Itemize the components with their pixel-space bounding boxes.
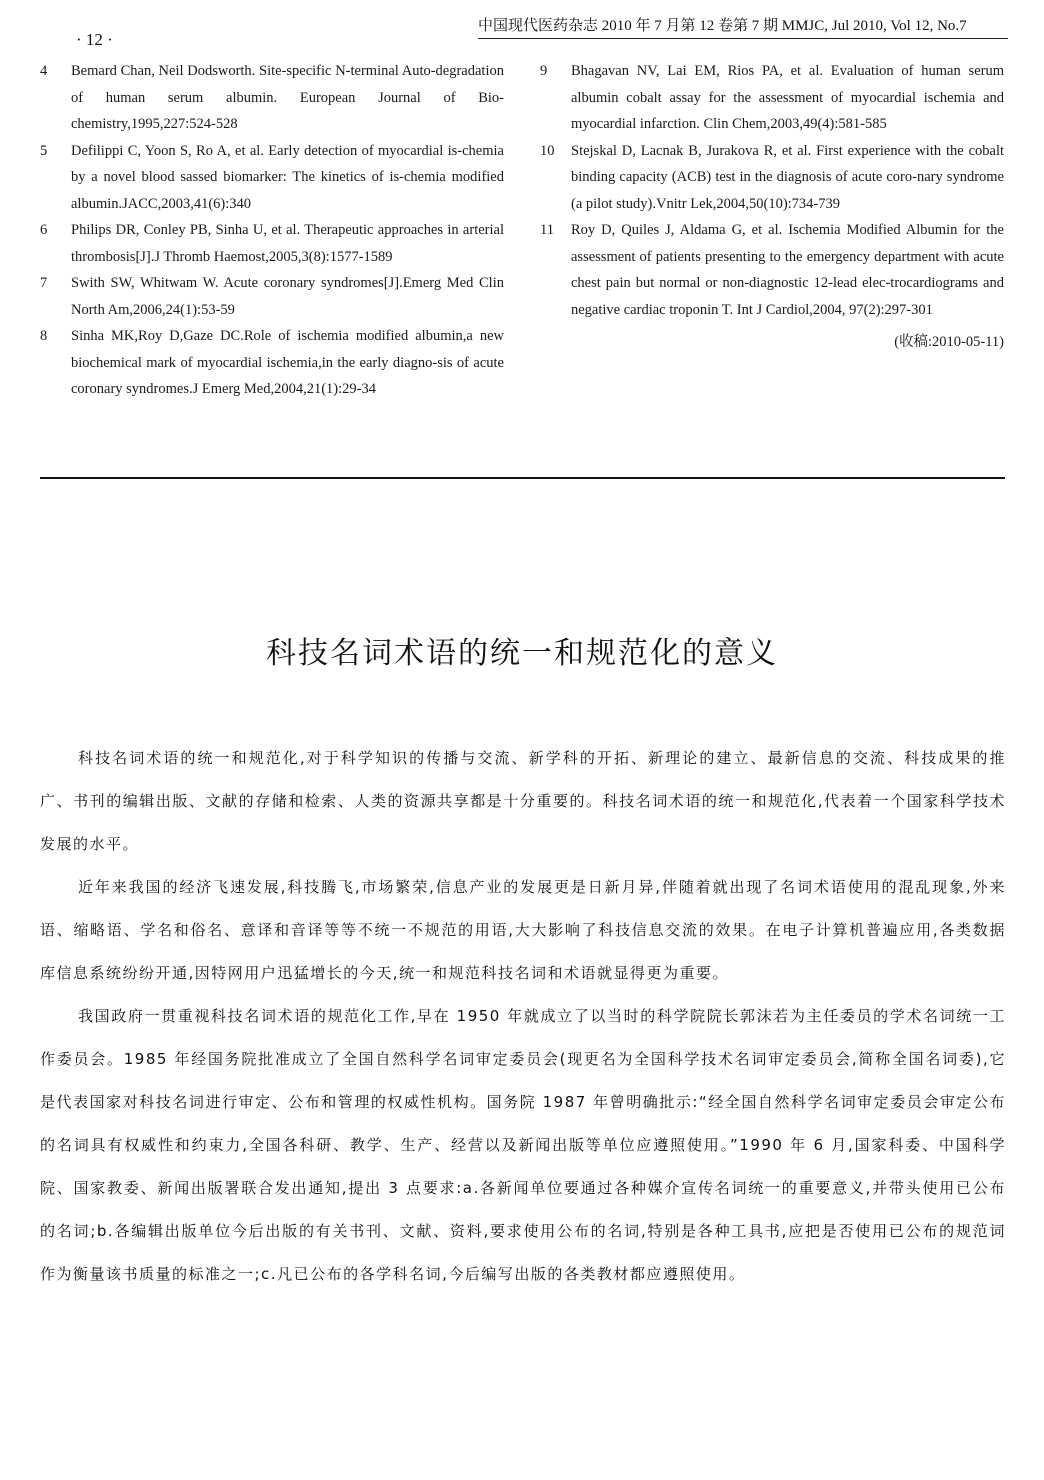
reference-text: Sinha MK,Roy D,Gaze DC.Role of ischemia modified albumin,a new biochemical mark of myocardial ischemia,in the early diagno-sis of acute coronary syndromes.J Emerg Med,2004,21(1):29-34 [71, 328, 504, 397]
article-title: 科技名词术语的统一和规范化的意义 [266, 636, 778, 671]
reference-number: 11 [540, 222, 554, 238]
reference-item [40, 58, 504, 138]
reference-text: Bemard Chan, Neil Dodsworth. Site-specific N-terminal Auto-degradation of human serum albumin. European Journal of Bio-chemistry,1995,227:524-528 [71, 63, 504, 132]
article-body [40, 737, 1006, 1296]
body-paragraph: 科技名词术语的统一和规范化,对于科学知识的传播与交流、新学科的开拓、新理论的建立、最新信息的交流、科技成果的推广、书刊的编辑出版、文献的存储和检索、人类的资源共享都是十分重要的。科技名词术语的统一和规范化,代表着一个国家科学技术发展的水平。 [40, 749, 1006, 853]
reference-item [540, 58, 1004, 138]
reference-number: 8 [40, 328, 48, 344]
reference-text: Defilippi C, Yoon S, Ro A, et al. Early detection of myocardial is-chemia by a novel blood sassed biomarker: The kinetics of is-chemia modified albumin.JACC,2003,41(6):340 [71, 142, 504, 212]
section-divider [40, 477, 1005, 479]
reference-number: 5 [40, 142, 48, 159]
body-paragraph: 近年来我国的经济飞速发展,科技腾飞,市场繁荣,信息产业的发展更是日新月异,伴随着就出现了名词术语使用的混乱现象,外来语、缩略语、学名和俗名、意译和音译等等不统一不规范的用语,大大影响了科技信息交流的效果。在电子计算机普遍应用,各类数据库信息系统纷纷开通,因特网用户迅猛增长的今天,统一和规范科技名词和术语就显得更为重要。 [40, 878, 1006, 982]
reference-number: 10 [540, 142, 555, 159]
body-paragraph: 我国政府一贯重视科技名词术语的规范化工作,早在 1950 年就成立了以当时的科学院院长郭沫若为主任委员的学术名词统一工作委员会。1985 年经国务院批准成立了全国自然科学名词审定委员会(现更名为全国科学技术名词审定委员会,简称全国名词委),它是代表国家对科技名词进行审定、公布和管理的权威性机构。国务院 1987 年曾明确批示:“经全国自然科学名词审定委员会审定公布的名词具有权威性和约束力,全国各科研、教学、生产、经营以及新闻出版等单位应遵照使用。”1990 年 6 月,国家科委、中国科学院、国家教委、新闻出版署联合发出通知,提出 3 点要求:a.各新闻单位要通过各种媒介宣传名词统一的重要意义,并带头使用已公布的名词;b.各编辑出版单位今后出版的有关书刊、文献、资料,要求使用公布的名词,特别是各种工具书,应把是否使用已公布的规范词作为衡量该书质量的标准之一;c.凡已公布的各学科名词,今后编写出版的各类教材都应遵照使用。 [40, 1007, 1006, 1283]
reference-item [40, 270, 504, 323]
reference-number: 4 [40, 63, 48, 79]
reference-item [40, 138, 504, 218]
references-right-column [540, 58, 1004, 356]
reference-text: Swith SW, Whitwam W. Acute coronary syndromes[J].Emerg Med Clin North Am,2006,24(1):53-59 [71, 275, 504, 318]
received-date: (收稿:2010-05-11) [894, 334, 1004, 350]
reference-number: 6 [40, 222, 48, 238]
reference-item [40, 323, 504, 403]
reference-text: Bhagavan NV, Lai EM, Rios PA, et al. Evaluation of human serum albumin cobalt assay for the assessment of myocardial ischemia and myocardial infarction. Clin Chem,2003,49(4):581-585 [571, 63, 1004, 132]
references-left-column [40, 58, 504, 403]
running-header: 中国现代医药杂志 2010 年 7 月第 12 卷第 7 期 MMJC, Jul 2010, Vol 12, No.7 [478, 14, 1008, 39]
reference-text: Roy D, Quiles J, Aldama G, et al. Ischemia Modified Albumin for the assessment of patients presenting to the emergency department with acute chest pain but normal or non-diagnostic 12-lead elec-trocardiograms and negative cardiac troponin T. Int J Cardiol,2004, 97(2):297-301 [571, 222, 1004, 318]
page-number: · 12 · [76, 30, 113, 49]
reference-number: 9 [540, 63, 548, 79]
reference-item [40, 217, 504, 270]
reference-text: Philips DR, Conley PB, Sinha U, et al. Therapeutic approaches in arterial thrombosis[J].J Thromb Haemost,2005,3(8):1577-1589 [71, 222, 504, 265]
reference-text: Stejskal D, Lacnak B, Jurakova R, et al. First experience with the cobalt binding capacity (ACB) test in the diagnosis of acute coro-nary syndrome (a pilot study).Vnitr Lek,2004,50(10):734-739 [571, 142, 1004, 212]
reference-number: 7 [40, 275, 48, 291]
reference-item [540, 217, 1004, 323]
reference-item [540, 138, 1004, 218]
